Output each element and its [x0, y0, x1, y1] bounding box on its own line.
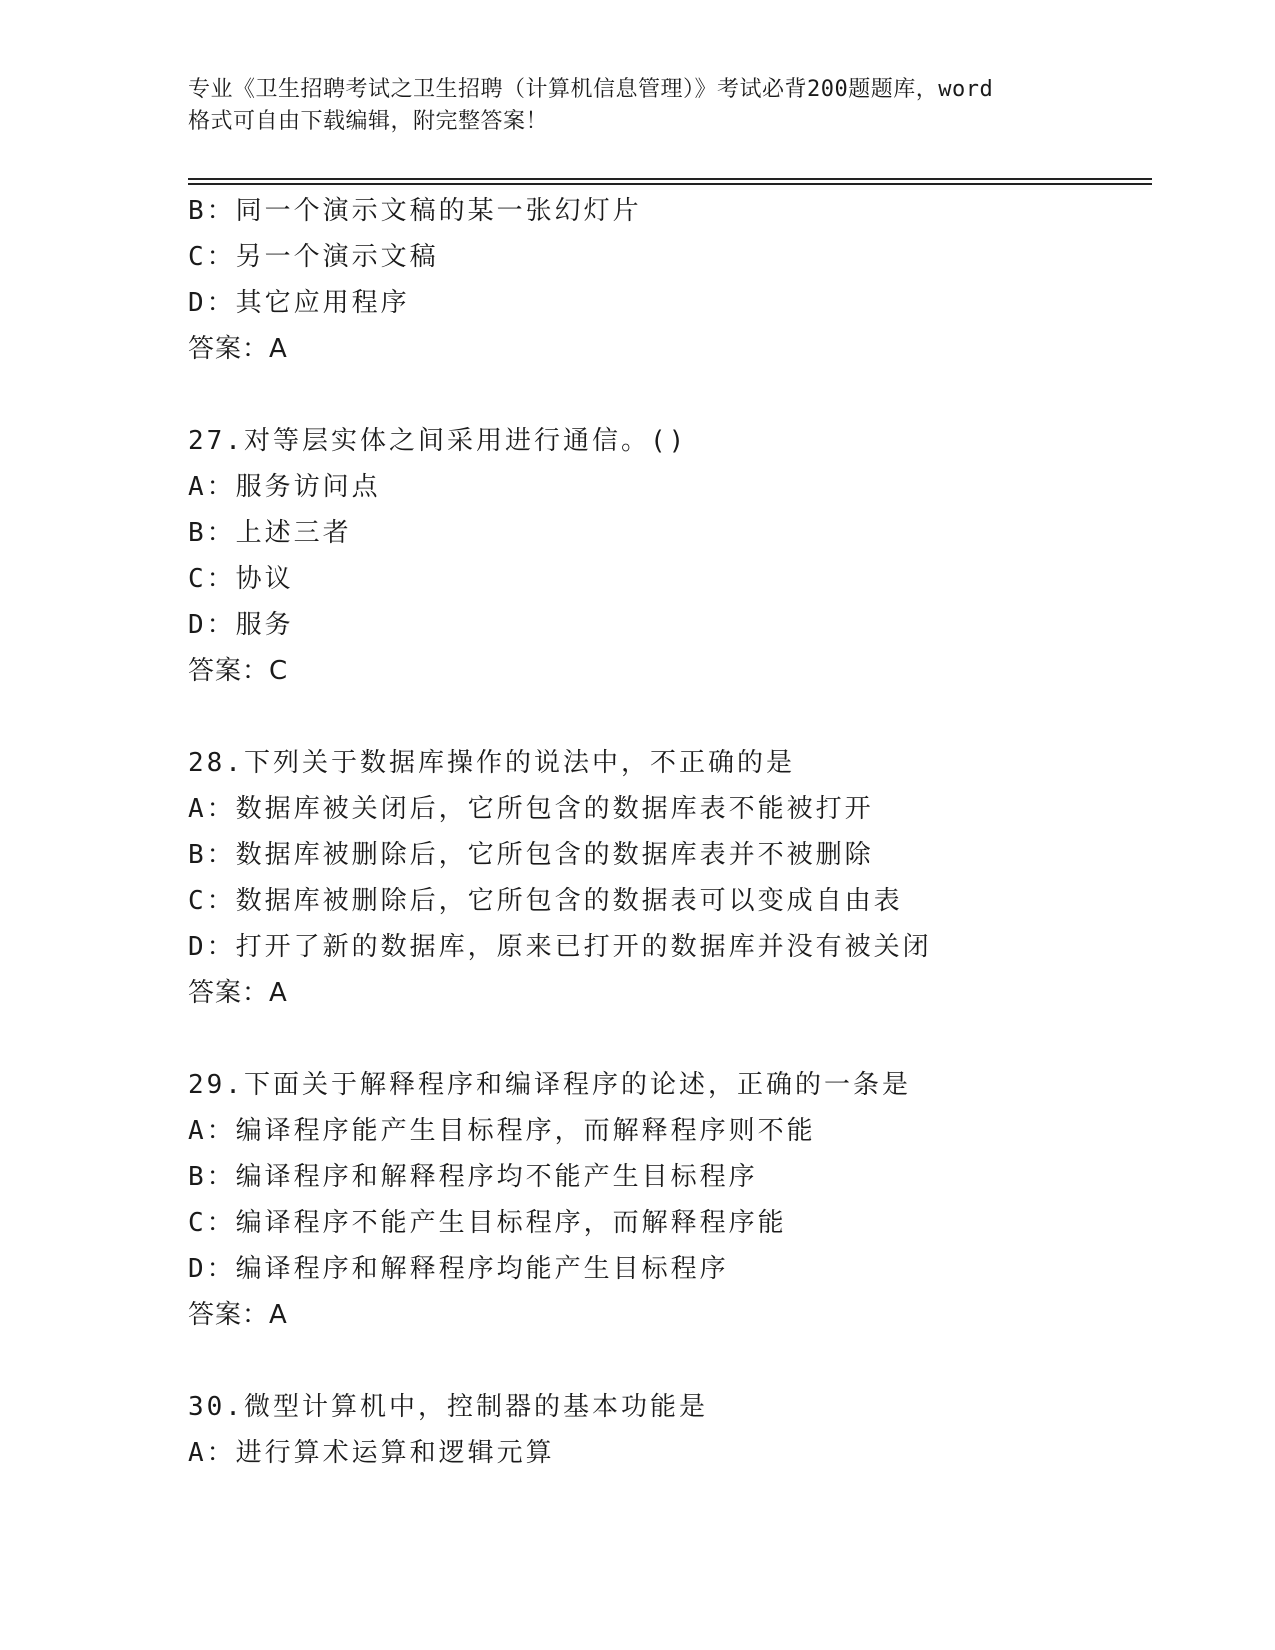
question-block-30 — [188, 1384, 1148, 1476]
question-block-carryover — [188, 188, 1148, 372]
question-list — [188, 188, 1148, 1476]
option-d: D：其它应用程序 — [188, 288, 410, 318]
question-stem: 29.下面关于解释程序和编译程序的论述，正确的一条是 — [188, 1070, 911, 1100]
header-line-1: 专业《卫生招聘考试之卫生招聘（计算机信息管理）》考试必背200题题库，word — [188, 77, 994, 102]
question-block-29 — [188, 1062, 1148, 1338]
option-d: D：编译程序和解释程序均能产生目标程序 — [188, 1254, 729, 1284]
answer-line: 答案：A — [188, 1300, 288, 1330]
question-stem: 30.微型计算机中，控制器的基本功能是 — [188, 1392, 708, 1422]
option-a: A：进行算术运算和逻辑元算 — [188, 1438, 555, 1468]
spacer — [188, 1016, 1148, 1062]
option-b: B：同一个演示文稿的某一张幻灯片 — [188, 196, 642, 226]
question-block-28 — [188, 740, 1148, 1016]
option-d: D：打开了新的数据库，原来已打开的数据库并没有被关闭 — [188, 932, 932, 962]
option-c: C：编译程序不能产生目标程序，而解释程序能 — [188, 1208, 787, 1238]
option-c: C：另一个演示文稿 — [188, 242, 439, 272]
header-divider-bottom — [188, 183, 1152, 185]
option-b: B：数据库被删除后，它所包含的数据库表并不被删除 — [188, 840, 874, 870]
option-b: B：上述三者 — [188, 518, 352, 548]
answer-line: 答案：C — [188, 656, 289, 686]
answer-line: 答案：A — [188, 334, 288, 364]
question-stem: 28.下列关于数据库操作的说法中，不正确的是 — [188, 748, 795, 778]
option-d: D：服务 — [188, 610, 294, 640]
option-a: A：数据库被关闭后，它所包含的数据库表不能被打开 — [188, 794, 874, 824]
answer-line: 答案：A — [188, 978, 288, 1008]
spacer — [188, 372, 1148, 418]
question-block-27 — [188, 418, 1148, 694]
header-line-2: 格式可自由下载编辑，附完整答案！ — [188, 109, 549, 134]
spacer — [188, 1338, 1148, 1384]
document-header — [188, 74, 1088, 138]
option-b: B：编译程序和解释程序均不能产生目标程序 — [188, 1162, 758, 1192]
option-c: C：数据库被删除后，它所包含的数据表可以变成自由表 — [188, 886, 903, 916]
spacer — [188, 694, 1148, 740]
option-a: A：编译程序能产生目标程序，而解释程序则不能 — [188, 1116, 816, 1146]
header-divider-top — [188, 178, 1152, 180]
question-stem: 27.对等层实体之间采用进行通信。() — [188, 426, 688, 456]
option-a: A：服务访问点 — [188, 472, 381, 502]
option-c: C：协议 — [188, 564, 294, 594]
